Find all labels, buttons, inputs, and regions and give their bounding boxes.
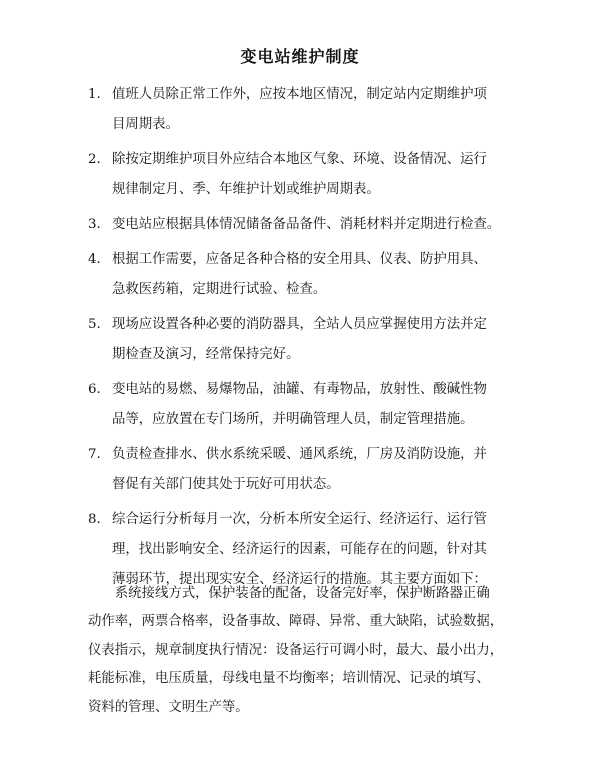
item-line: 除按定期维护项目外应结合本地区气象、环境、设备情况、运行 (112, 152, 487, 167)
list-item (0, 145, 600, 205)
list-item (0, 440, 600, 500)
summary-line: 资料的管理、文明生产等。 (88, 699, 249, 715)
item-line: 根据工作需要，应备足各种合格的安全用具、仪表、防护用具、 (112, 252, 487, 267)
list-item (0, 210, 600, 240)
item-number: 3. (88, 217, 101, 232)
item-line: 综合运行分析每月一次，分析本所安全运行、经济运行、运行管 (112, 512, 487, 527)
item-line: 薄弱环节，提出现实安全、经济运行的措施。其主要方面如下： (112, 572, 487, 587)
item-line: 变电站的易燃、易爆物品，油罐、有毒物品，放射性、酸碱性物 (112, 382, 487, 397)
summary-line: 动作率，两票合格率，设备事故、障碍、异常、重大缺陷，试验数据， (88, 614, 504, 630)
item-line: 负责检查排水、供水系统采暖、通风系统，厂房及消防设施，并 (112, 447, 487, 462)
item-number: 5. (88, 317, 101, 332)
list-item (0, 375, 600, 435)
list-item (0, 310, 600, 370)
item-line: 急救医药箱，定期进行试验、检查。 (112, 282, 327, 297)
list-item (0, 245, 600, 305)
item-line: 现场应设置各种必要的消防器具，全站人员应掌握使用方法并定 (112, 317, 487, 332)
item-number: 7. (88, 447, 101, 462)
summary-line: 耗能标准，电压质量，母线电量不均衡率；培训情况、记录的填写、 (88, 671, 490, 687)
item-line: 理，找出影响安全、经济运行的因素，可能存在的问题，针对其 (112, 542, 487, 557)
item-line: 期检查及演习，经常保持完好。 (112, 347, 300, 362)
list-item (0, 80, 600, 140)
summary-line: 仪表指示，规章制度执行情况：设备运行可调小时，最大、最小出力， (88, 642, 504, 658)
item-number: 8. (88, 512, 101, 527)
page-title: 变电站维护制度 (240, 47, 360, 66)
item-line: 品等，应放置在专门场所，并明确管理人员，制定管理措施。 (112, 412, 474, 427)
item-line: 督促有关部门使其处于玩好可用状态。 (112, 477, 340, 492)
item-number: 2. (88, 152, 101, 167)
item-line: 值班人员除正常工作外，应按本地区情况，制定站内定期维护项 (112, 87, 487, 102)
item-number: 6. (88, 382, 101, 397)
summary-paragraph (88, 580, 528, 722)
item-number: 1. (88, 87, 101, 102)
item-line: 变电站应根据具体情况储备备品备件、消耗材料并定期进行检查。 (112, 217, 501, 232)
item-number: 4. (88, 252, 101, 267)
summary-line: 系统接线方式，保护装备的配备，设备完好率，保护断路器正确 (88, 586, 490, 601)
item-line: 目周期表。 (112, 117, 179, 132)
maintenance-rules-list (0, 80, 600, 600)
item-line: 规律制定月、季、年维护计划或维护周期表。 (112, 182, 380, 197)
